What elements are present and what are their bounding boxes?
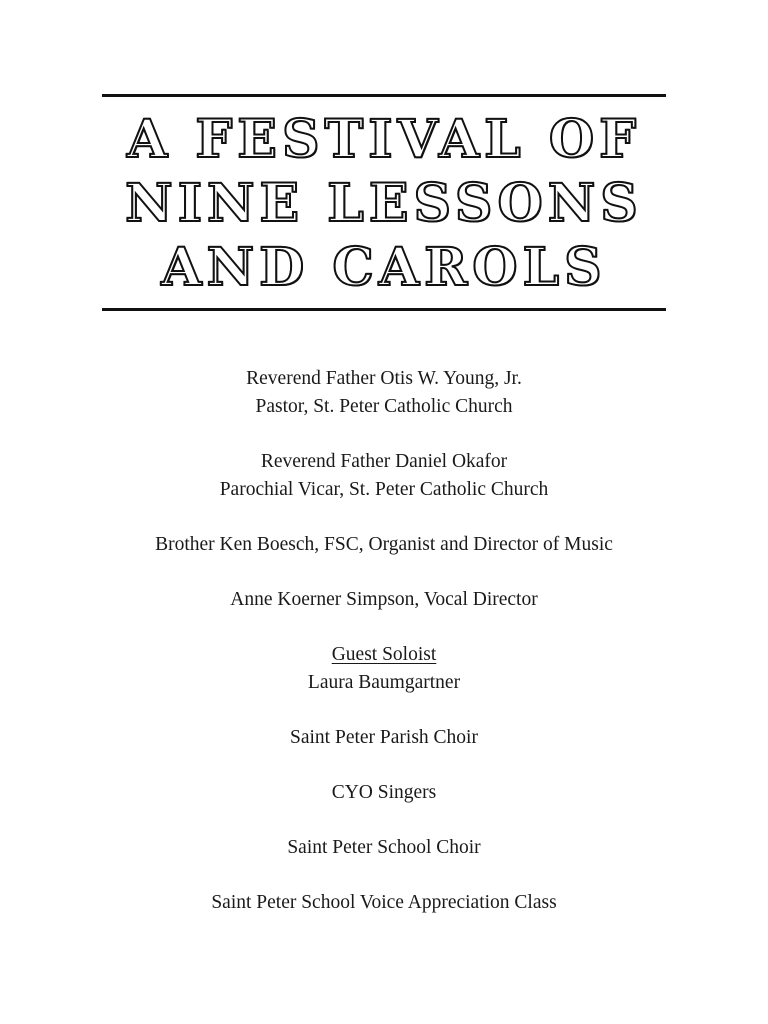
title-line-3: AND CAROLS xyxy=(161,237,607,298)
credit-parish-choir xyxy=(0,724,768,752)
credit-vicar xyxy=(0,448,768,504)
credit-cyo-singers xyxy=(0,779,768,807)
credit-vocal-director xyxy=(0,586,768,614)
vicar-name: Reverend Father Daniel Okafor xyxy=(260,451,508,472)
vocal-director-line: Anne Koerner Simpson, Vocal Director xyxy=(230,589,538,610)
voice-class-line: Saint Peter School Voice Appreciation Class xyxy=(211,892,557,913)
page-title xyxy=(102,102,666,302)
school-choir-line: Saint Peter School Choir xyxy=(287,837,481,858)
credit-voice-class xyxy=(0,889,768,917)
credits-list xyxy=(0,365,768,944)
top-divider xyxy=(102,94,666,97)
title-line-1: A FESTIVAL OF xyxy=(126,109,642,170)
credit-pastor xyxy=(0,365,768,421)
parish-choir-line: Saint Peter Parish Choir xyxy=(290,727,478,748)
organist-line: Brother Ken Boesch, FSC, Organist and Director of Music xyxy=(155,534,613,555)
cyo-singers-line: CYO Singers xyxy=(331,782,437,803)
bottom-divider xyxy=(102,308,666,311)
soloist-name: Laura Baumgartner xyxy=(307,672,461,693)
credit-soloist xyxy=(0,641,768,697)
credit-organist xyxy=(0,531,768,559)
pastor-role: Pastor, St. Peter Catholic Church xyxy=(255,396,513,417)
pastor-name: Reverend Father Otis W. Young, Jr. xyxy=(246,368,522,389)
vicar-role: Parochial Vicar, St. Peter Catholic Church xyxy=(219,479,549,500)
soloist-heading: Guest Soloist xyxy=(331,644,437,665)
title-line-2: NINE LESSONS xyxy=(125,173,643,234)
credit-school-choir xyxy=(0,834,768,862)
